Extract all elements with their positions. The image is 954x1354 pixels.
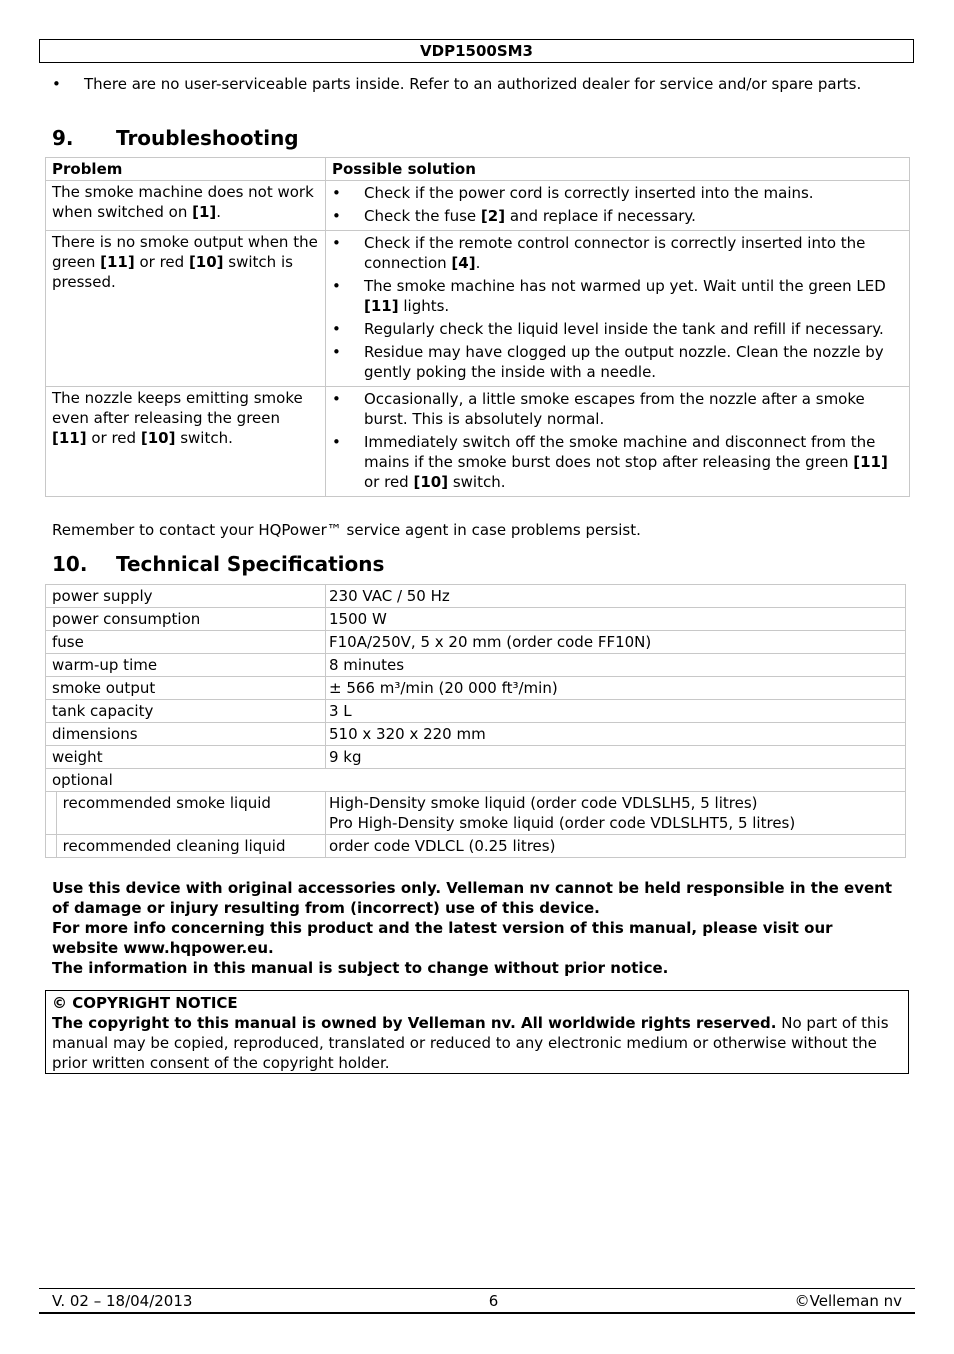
solution-header: Possible solution — [326, 158, 910, 181]
bullet-icon: • — [332, 390, 341, 408]
reference-number: [10] — [140, 429, 176, 447]
solution-cell — [326, 387, 910, 497]
service-note: Remember to contact your HQPower™ service agent in case problems persist. — [52, 521, 641, 539]
solution-text — [364, 206, 903, 226]
bullet-icon: • — [332, 234, 341, 252]
disclaimer-line: Use this device with original accessories only. Velleman nv cannot be held responsible in the event of damage or injury resulting from (incorrect) use of this device. — [52, 879, 892, 917]
optional-spec-row — [46, 792, 906, 835]
bullet-icon: • — [332, 207, 341, 225]
spec-value: F10A/250V, 5 x 20 mm (order code FF10N) — [326, 631, 906, 654]
solution-item — [332, 432, 903, 492]
page-footer — [39, 1288, 915, 1314]
spec-key: smoke output — [46, 677, 326, 700]
spec-row-optional — [46, 769, 906, 792]
reference-number: [11] — [853, 453, 888, 471]
solution-text — [364, 319, 903, 339]
text-segment: Regularly check the liquid level inside the tank and refill if necessary. — [364, 320, 884, 338]
text-segment: The smoke machine does not work when switched on — [52, 183, 314, 221]
bullet-icon: • — [332, 320, 341, 338]
table-row — [46, 181, 910, 231]
text-segment: There is no smoke output when the green — [52, 233, 318, 271]
text-segment: Immediately switch off the smoke machine and disconnect from the mains if the smoke burst does not stop after releasing the green — [364, 433, 876, 471]
spec-row — [46, 585, 906, 608]
spec-value — [326, 792, 906, 835]
spec-row — [46, 654, 906, 677]
spec-value: 8 minutes — [326, 654, 906, 677]
optional-label: optional — [46, 769, 906, 792]
problem-header: Problem — [46, 158, 326, 181]
spec-value: 3 L — [326, 700, 906, 723]
text-segment: switch. — [448, 473, 506, 491]
copyright-body — [52, 1013, 902, 1073]
text-segment: Residue may have clogged up the output nozzle. Clean the nozzle by gently poking the inside with a needle. — [364, 343, 884, 381]
footer-copyright: ©Velleman nv — [794, 1291, 902, 1310]
table-row — [46, 231, 910, 387]
reference-number: [2] — [480, 207, 506, 225]
text-segment: The nozzle keeps emitting smoke even after releasing the green — [52, 389, 303, 427]
spec-key: warm-up time — [46, 654, 326, 677]
spec-value: 230 VAC / 50 Hz — [326, 585, 906, 608]
solution-text — [364, 276, 903, 316]
text-segment: Check the fuse — [364, 207, 481, 225]
document-header — [39, 39, 914, 63]
spec-value — [326, 835, 906, 858]
bullet-icon: • — [332, 277, 341, 295]
solution-item — [332, 389, 903, 429]
reference-number: [11] — [52, 429, 87, 447]
spec-row — [46, 746, 906, 769]
copyright-title: © COPYRIGHT NOTICE — [52, 994, 238, 1012]
spec-key: fuse — [46, 631, 326, 654]
solution-text — [364, 233, 903, 273]
solution-text — [364, 432, 903, 492]
spec-key: power consumption — [46, 608, 326, 631]
solution-item — [332, 183, 903, 203]
solution-text — [364, 183, 903, 203]
text-segment: The smoke machine has not warmed up yet. Wait until the green LED — [364, 277, 886, 295]
section-heading: Troubleshooting — [116, 126, 299, 150]
reference-number: [11] — [100, 253, 135, 271]
text-segment: switch is pressed. — [52, 253, 293, 291]
text-segment: switch. — [175, 429, 233, 447]
spec-value: 1500 W — [326, 608, 906, 631]
solution-text — [364, 389, 903, 429]
spec-row — [46, 608, 906, 631]
table-row — [46, 387, 910, 497]
page-number: 6 — [488, 1291, 499, 1310]
section-title-troubleshooting — [52, 125, 299, 151]
spec-value: ± 566 m³/min (20 000 ft³/min) — [326, 677, 906, 700]
text-segment: lights. — [398, 297, 450, 315]
reference-number: [1] — [192, 203, 217, 221]
text-segment: or red — [86, 429, 141, 447]
spec-key: recommended smoke liquid — [56, 792, 325, 835]
bullet-icon: • — [52, 75, 61, 93]
section-number: 10. — [52, 552, 88, 576]
solution-item — [332, 233, 903, 273]
spec-row — [46, 631, 906, 654]
spec-value: 510 x 320 x 220 mm — [326, 723, 906, 746]
problem-cell — [46, 231, 326, 387]
text-segment: . — [216, 203, 222, 221]
solution-item — [332, 206, 903, 226]
text-segment: or red — [364, 473, 414, 491]
solution-cell — [326, 181, 910, 231]
model-name: VDP1500SM3 — [420, 42, 533, 60]
bullet-icon: • — [332, 343, 341, 361]
bullet-icon: • — [332, 184, 341, 202]
disclaimer-line: For more info concerning this product and the latest version of this manual, please visit our website www.hqpower.eu. — [52, 919, 833, 957]
problem-cell — [46, 181, 326, 231]
problem-cell — [46, 387, 326, 497]
copyright-text: No part of this manual may be copied, reproduced, translated or reduced to any electronic medium or otherwise without the prior written consent of the copyright holder. — [52, 1014, 889, 1072]
spec-key: recommended cleaning liquid — [56, 835, 325, 858]
spec-value-line: Pro High-Density smoke liquid (order code VDLSLHT5, 5 litres) — [329, 814, 796, 832]
disclaimer — [52, 878, 902, 978]
troubleshooting-table — [45, 157, 910, 497]
reference-number: [4] — [451, 254, 476, 272]
spec-key: tank capacity — [46, 700, 326, 723]
specifications-table — [45, 584, 906, 858]
spec-value-line: High-Density smoke liquid (order code VDLSLH5, 5 litres) — [329, 794, 758, 812]
text-segment: and replace if necessary. — [505, 207, 696, 225]
spec-row — [46, 723, 906, 746]
bullet-icon: • — [332, 433, 341, 451]
reference-number: [11] — [364, 297, 399, 315]
version-label: V. 02 – 18/04/2013 — [52, 1291, 193, 1310]
spec-key: dimensions — [46, 723, 326, 746]
solution-item — [332, 276, 903, 316]
intro-bullet-text: There are no user-serviceable parts inside. Refer to an authorized dealer for service and/or spare parts. — [84, 75, 862, 93]
text-segment: Check if the remote control connector is correctly inserted into the connection — [364, 234, 866, 272]
spec-key: power supply — [46, 585, 326, 608]
solution-item — [332, 319, 903, 339]
text-segment: Occasionally, a little smoke escapes from the nozzle after a smoke burst. This is absolutely normal. — [364, 390, 865, 428]
spec-value-line: order code VDLCL (0.25 litres) — [329, 837, 556, 855]
spec-row — [46, 700, 906, 723]
section-heading: Technical Specifications — [116, 552, 385, 576]
spec-value: 9 kg — [326, 746, 906, 769]
indent-cell — [46, 792, 57, 835]
disclaimer-line: The information in this manual is subject to change without prior notice. — [52, 959, 669, 977]
optional-spec-row — [46, 835, 906, 858]
text-segment: or red — [134, 253, 189, 271]
section-title-specs — [52, 551, 384, 577]
spec-key: weight — [46, 746, 326, 769]
reference-number: [10] — [188, 253, 224, 271]
spec-row — [46, 677, 906, 700]
solution-cell — [326, 231, 910, 387]
text-segment: . — [475, 254, 481, 272]
text-segment: Check if the power cord is correctly inserted into the mains. — [364, 184, 814, 202]
copyright-bold-text: The copyright to this manual is owned by Velleman nv. All worldwide rights reserved. — [52, 1014, 777, 1032]
solution-item — [332, 342, 903, 382]
table-header-row — [46, 158, 910, 181]
intro-bullet — [52, 74, 892, 94]
section-number: 9. — [52, 126, 74, 150]
reference-number: [10] — [413, 473, 449, 491]
solution-text — [364, 342, 903, 382]
indent-cell — [46, 835, 57, 858]
copyright-notice — [45, 990, 909, 1074]
